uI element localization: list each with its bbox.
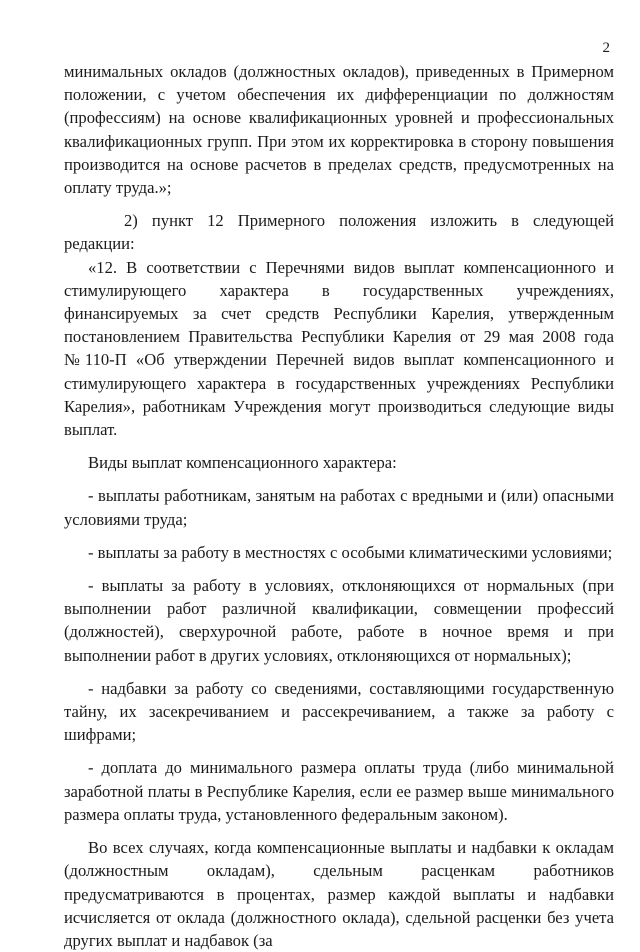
list-item-climate-conditions: - выплаты за работу в местностях с особыми климатическими условиями; xyxy=(88,542,613,562)
list-item-harmful-conditions: - выплаты работникам, занятым на работах с вредными и (или) опасными условиями труда; xyxy=(64,486,614,529)
paragraph-salary-continuation: минимальных окладов (должностных окладов), приведенных в Примерном положении, с учетом обеспечения их дифференциации по должностям (профессиям) на основе квалификационных уровней и профессиональных квалификационных групп. При этом их корректировка в сторону повышения производится на основе расчетов в пределах средств, предусмотренных на оплату труда.»; xyxy=(64,62,614,198)
paragraph-clause-12: «12. В соответствии с Перечнями видов выплат компенсационного и стимулирующего характера в государственных учреждениях, финансируемых за счет средств Республики Карелия, утвержденным постановлением Правительства Республики Карелия от 29 мая 2008 года №110-П «Об утверждении Перечней видов выплат компенсационного и стимулирующего характера в государственных учреждениях Республики Карелия», работникам Учреждения могут производиться следующие виды выплат. xyxy=(64,257,614,440)
list-item-minimum-wage: - доплата до минимального размера оплаты труда (либо минимальной заработной платы в Республике Карелия, если ее размер выше минимального размера оплаты труда, установленного федеральным законом). xyxy=(64,758,614,824)
page-number: 2 xyxy=(602,40,610,56)
list-item-state-secret: - надбавки за работу со сведениями, составляющими государственную тайну, их засекречиванием и рассекречиванием, а также за работу с шифрами; xyxy=(64,678,614,745)
document-body xyxy=(64,60,614,952)
paragraph-item-2: 2) пункт 12 Примерного положения изложить в следующей редакции: xyxy=(64,211,614,254)
paragraph-percentage-calculation: Во всех случаях, когда компенсационные выплаты и надбавки к окладам (должностным окладам), сдельным расценкам работников предусматриваются в процентах, размер каждой выплаты и надбавки исчисляется от оклада (должностного оклада), сдельной расценки без учета других выплат и надбавок (за xyxy=(64,838,614,950)
list-item-abnormal-conditions: - выплаты за работу в условиях, отклоняющихся от нормальных (при выполнении работ различной квалификации, совмещении профессий (должностей), сверхурочной работе, работе в ночное время и при выполнении работ в других условиях, отклоняющихся от нормальных); xyxy=(64,576,614,665)
paragraph-compensation-heading: Виды выплат компенсационного характера: xyxy=(88,453,397,473)
